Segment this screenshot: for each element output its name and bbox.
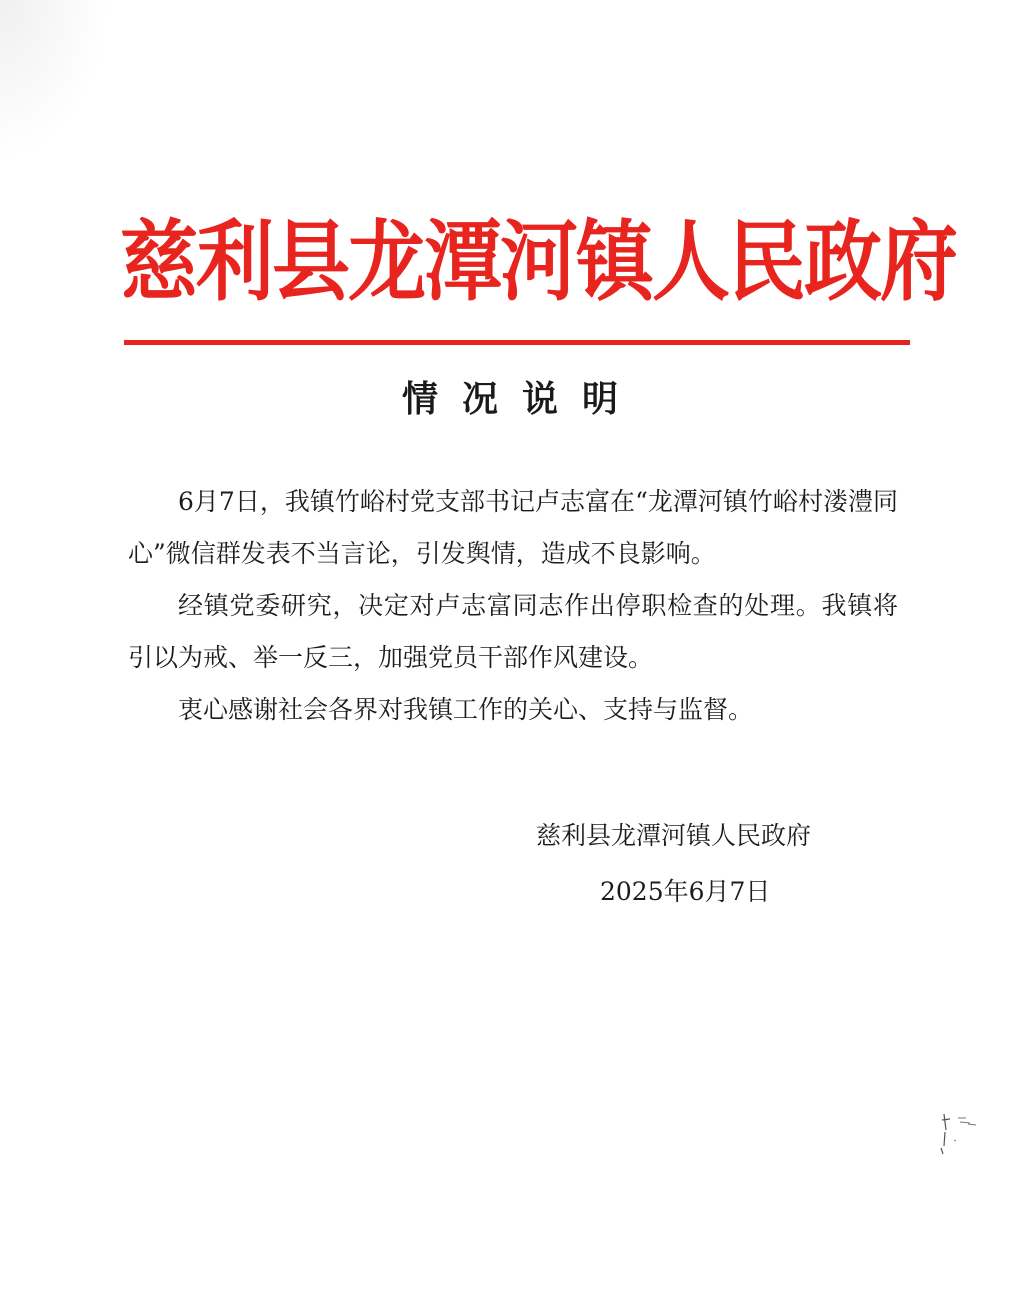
paragraph-1: 6月7日，我镇竹峪村党支部书记卢志富在“龙潭河镇竹峪村溇澧同心”微信群发表不当言论，引发舆情，造成不良影响。 (128, 487, 898, 568)
scan-shadow (0, 0, 110, 160)
masthead-title: 慈利县龙潭河镇人民政府 (120, 212, 957, 314)
document-title: 情况说明 (401, 379, 642, 420)
signature-organization: 慈利县龙潭河镇人民政府 (536, 821, 812, 850)
corner-scribble-mark (936, 1108, 996, 1158)
signature-date: 2025年6月7日 (600, 877, 771, 906)
signature-block (520, 808, 880, 920)
paragraph-2: 经镇党委研究，决定对卢志富同志作出停职检查的处理。我镇将引以为戒、举一反三，加强党员干部作风建设。 (128, 591, 898, 672)
red-divider-line (124, 340, 910, 345)
document-body (128, 476, 898, 736)
paragraph-3: 衷心感谢社会各界对我镇工作的关心、支持与监督。 (178, 695, 754, 724)
